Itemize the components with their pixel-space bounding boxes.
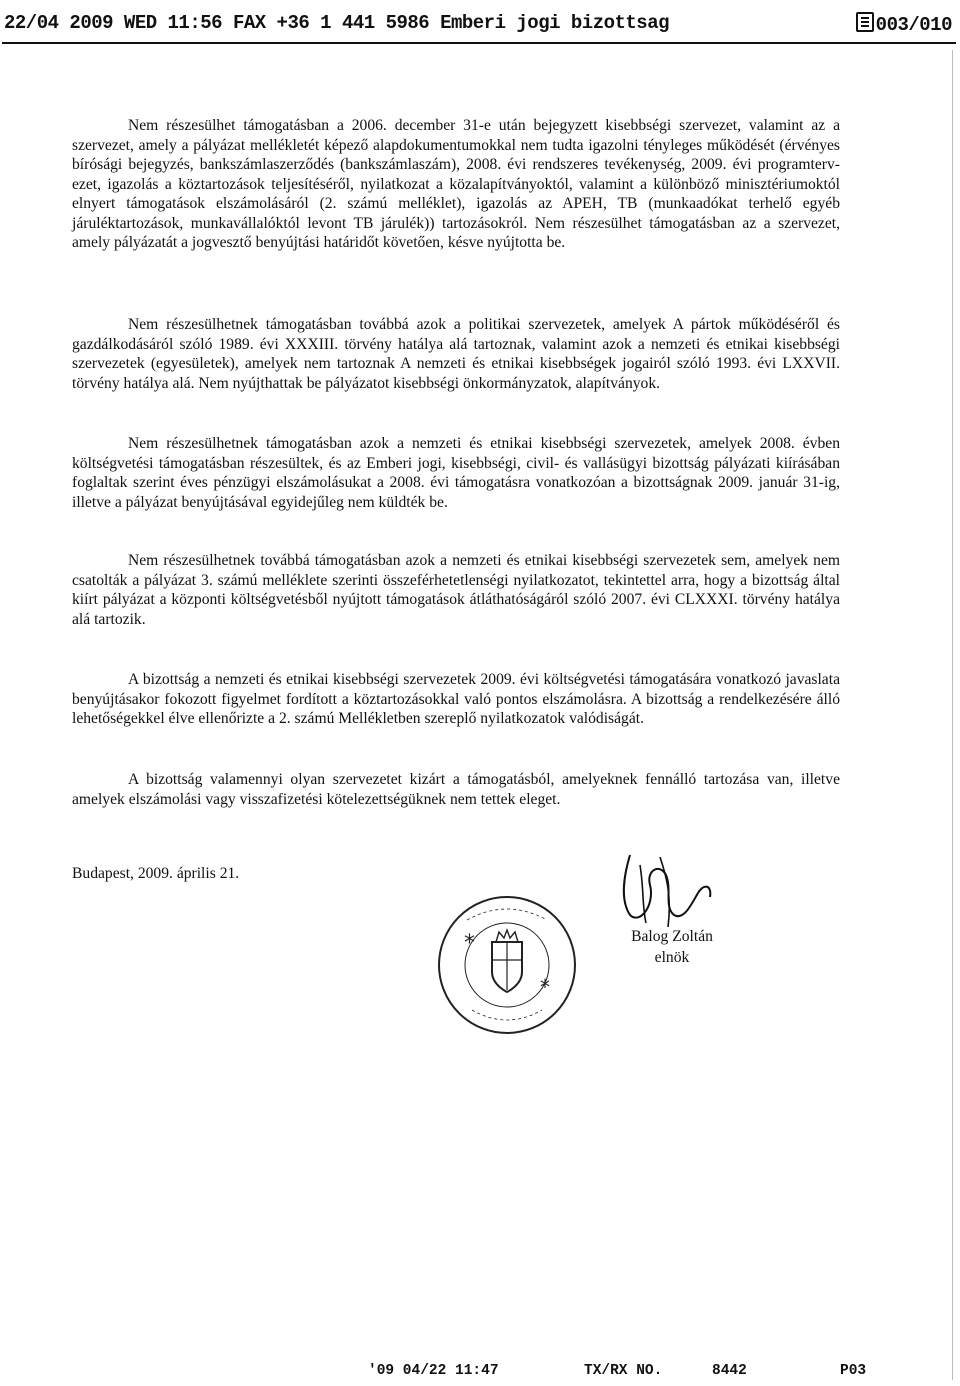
paragraph-1: Nem részesülhet támogatásban a 2006. december 31-e után bejegyzett kisebbségi szervezet, valamint az a szervezet, amely a pályázat mellékletét képező alapdokumentumokkal nem tudta igazolni tényleges működését (érvényes bírósági bejegyzés, bankszámlaszerződés (bankszámlaszám), 2008. évi rendszeres tevékenység, 2009. évi programtervezet, igazolás a köztartozások teljesítéséről, nyilatkozat a közalapítványoktól, valamint a különböző minisztériumoktól elnyert támogatások elszámolásáról (2. számú melléklet), igazolás az APEH, TB (munkaadókat terhelő egyéb járuléktartozások, munkavállalóktól levont TB járulék)) tartozásokról. Nem részesülhet támogatásban az a szervezet, amely pályázatát a jogvesztő benyújtási határidőt követően, késve nyújtotta be. <box>72 117 840 251</box>
fax-footer-txrx-label: TX/RX NO. <box>584 1363 663 1379</box>
fax-footer-page: P03 <box>840 1363 867 1379</box>
fax-page-counter <box>856 12 952 36</box>
signer-block <box>612 926 732 968</box>
fax-header <box>2 6 956 44</box>
paragraph-3: Nem részesülhetnek támogatásban azok a nemzeti és etnikai kisebbségi szervezetek, amelyek 2008. évben költségvetési támogatásban részesültek, és az Emberi jogi, kisebbségi, civil- és vallásügyi bizottság pályázati kiírásában foglaltak szerint éves pénzügyi elszámolásukat a 2008. évi támogatásra vonatkozóan a bizottságnak 2009. január 31-ig, illetve a pályázat benyújtásával egyidejűleg nem küldték be. <box>72 435 840 511</box>
fax-footer-txrx-number: 8442 <box>712 1363 747 1379</box>
scan-edge-line <box>952 50 953 1380</box>
handwritten-signature <box>600 845 740 935</box>
svg-text:*: * <box>464 931 475 956</box>
dateline: Budapest, 2009. április 21. <box>72 865 240 882</box>
fax-header-text: 22/04 2009 WED 11:56 FAX +36 1 441 5986 Emberi jogi bizottsag <box>4 12 670 34</box>
fax-page-icon <box>856 12 874 32</box>
svg-text:*: * <box>540 975 550 999</box>
official-seal-stamp <box>432 890 582 1040</box>
paragraph-2: Nem részesülhetnek támogatásban továbbá azok a politikai szervezetek, amelyek A pártok működéséről és gazdálkodásáról szóló 1989. évi XXXIII. törvény hatálya alá tartoznak, valamint azok a nemzeti és etnikai kisebbségi szervezetek (egyesületek), amelyek nem tartoznak A nemzeti és etnikai kisebbségek jogairól szóló 1993. évi LXXVII. törvény hatálya alá. Nem nyújthattak be pályázatot kisebbségi önkormányzatok, alapítványok. <box>72 316 840 392</box>
signer-title: elnök <box>654 949 690 966</box>
fax-page-number: 003/010 <box>875 14 952 36</box>
fax-footer-timestamp: '09 04/22 11:47 <box>368 1363 499 1379</box>
paragraph-6: A bizottság valamennyi olyan szervezetet kizárt a támogatásból, amelyeknek fennálló tartozása van, illetve amelyek elszámolási vagy visszafizetési kötelezettségüknek nem tettek eleget. <box>72 771 840 808</box>
paragraph-5: A bizottság a nemzeti és etnikai kisebbségi szervezetek 2009. évi költségvetési támogatására vonatkozó javaslata benyújtásakor fokozott figyelmet fordított a köztartozásokkal való pontos elszámolásra. A bizottság a rendelkezésére álló lehetőségekkel élve ellenőrizte a 2. számú Mellékletben szereplő nyilatkozatok valódiságát. <box>72 671 840 727</box>
signer-name: Balog Zoltán <box>631 928 713 945</box>
paragraph-4: Nem részesülhetnek továbbá támogatásban azok a nemzeti és etnikai kisebbségi szervezetek sem, amelyek nem csatolták a pályázat 3. számú melléklete szerinti összeférhetetlenségi nyilatkozatot, tekintettel arra, hogy a bizottság által kiírt pályázat a központi költségvetésből nyújtott támogatások átláthatóságáról szóló 2007. évi CLXXXI. törvény hatálya alá tartozik. <box>72 552 840 628</box>
